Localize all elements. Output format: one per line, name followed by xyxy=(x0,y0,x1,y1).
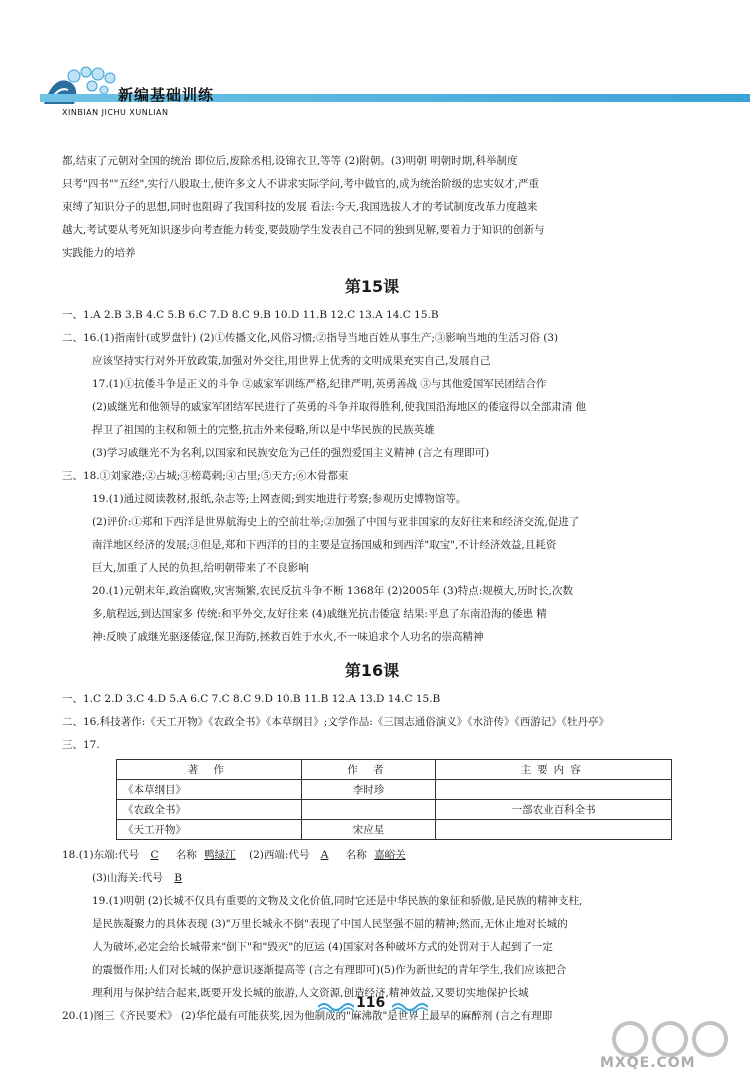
q18-name-label: 名称 xyxy=(175,849,197,861)
answer-line: (2)戚继光和他领导的戚家军团结军民进行了英勇的斗争并取得胜利,使我国沿海地区的倭寇得以全部肃清 他 xyxy=(92,401,587,413)
q18-name-label: 名称 xyxy=(345,849,367,861)
table-row xyxy=(117,780,672,800)
lesson-16-line: 一、1.C 2.D 3.C 4.D 5.A 6.C 7.C 8.C 9.D 10.B 11.B 12.A 13.D 14.C 15.B xyxy=(62,693,441,705)
intro-line: 束缚了知识分子的思想,同时也阻碍了我国科技的发展 看法:今天,我国选拔人才的考试制度改革力度越来 xyxy=(62,201,538,213)
answer-line: 神:反映了戚继光驱逐倭寇,保卫海防,拯救百姓于水火,不一味追求个人功名的崇高精神 xyxy=(92,631,484,643)
answer-line: 的震慑作用;人们对长城的保护意识逐渐提高等 (言之有理即可)(5)作为新世纪的青年学生,我们应该把合 xyxy=(92,964,567,976)
lesson-16-title: 第16课 xyxy=(344,661,400,680)
q18-line xyxy=(62,867,682,890)
answer-line: 是民族凝聚力的具体表现 (3)"万里长城永不倒"表现了中国人民坚强不屈的精神;然而,无休止地对长城的 xyxy=(92,918,568,930)
answer-line: 应该坚持实行对外开放政策,加强对外交往,用世界上优秀的文明成果充实自己,发展自己 xyxy=(92,355,491,367)
table-row xyxy=(117,820,672,840)
answer-line: 17.(1)①抗倭斗争是正义的斗争 ②戚家军训练严格,纪律严明,英勇善战 ③与其他爱国军民团结合作 xyxy=(92,378,547,390)
answer-line: 19.(1)明朝 (2)长城不仅具有重要的文物及文化价值,同时它还是中华民族的象征和骄傲,是民族的精神支柱, xyxy=(92,895,583,907)
wave-left-icon xyxy=(318,1001,354,1013)
q18-code-west: A xyxy=(320,849,329,861)
answer-line: 捍卫了祖国的主权和领土的完整,抗击外来侵略,所以是中华民族的民族英雄 xyxy=(92,424,435,436)
header-subtitle: XINBIAN JICHU XUNLIAN xyxy=(62,108,169,117)
answer-line: 南洋地区经济的发展;③但是,郑和下西洋的目的主要是宣扬国威和到西洋"取宝",不计经济效益,且耗资 xyxy=(92,539,557,551)
answer-line: 一、1.A 2.B 3.B 4.C 5.B 6.C 7.D 8.C 9.B 10.D 11.B 12.C 13.A 14.C 15.B xyxy=(62,309,439,321)
header-title: 新编基础训练 xyxy=(118,86,215,104)
answer-line: 二、16.(1)指南针(或罗盘针) (2)①传播文化,风俗习惯;②指导当地百姓从事生产;③影响当地的生活习俗 (3) xyxy=(62,332,559,344)
q18b-code: B xyxy=(174,872,182,884)
intro-line: 都,结束了元朝对全国的统治 即位后,废除丞相,设锦衣卫,等等 (2)附朝。(3)明朝 明朝时期,科举制度 xyxy=(62,155,518,167)
intro-line: 越大,考试要从考死知识逐步向考查能力转变,要鼓励学生发表自己不同的独到见解,要着力于知识的创新与 xyxy=(62,224,545,236)
watermark-text: MXQE.COM xyxy=(600,1055,696,1071)
table-cell: 《本草纲目》 xyxy=(117,780,302,800)
lesson-16-line: 二、16.科技著作:《天工开物》《农政全书》《本草纲目》;文学作品:《三国志通俗演义》《水浒传》《西游记》《牡丹亭》 xyxy=(62,716,610,728)
table-cell xyxy=(436,820,672,840)
answer-line: 多,航程远,到达国家多 传统:和平外交,友好往来 (4)戚继光抗击倭寇 结果:平息了东南沿海的倭患 精 xyxy=(92,608,547,620)
table-cell: 《天工开物》 xyxy=(117,820,302,840)
lesson-15-title: 第15课 xyxy=(344,277,400,296)
table-row xyxy=(117,800,672,820)
lesson-16-line: 三、17. xyxy=(62,739,100,751)
table-cell: 宋应星 xyxy=(301,820,436,840)
wave-right-icon xyxy=(392,1001,428,1013)
answer-line: 19.(1)通过阅读教材,报纸,杂志等;上网查阅;到实地进行考察;参观历史博物馆等。 xyxy=(92,493,467,505)
table-header: 著 作 xyxy=(117,760,302,780)
intro-line: 只考"四书""五经",实行八股取士,使许多文人不讲求实际学问,考中做官的,成为统治阶级的忠实奴才,严重 xyxy=(62,178,540,190)
table-header-row xyxy=(117,760,672,780)
q18-name-west: 嘉峪关 xyxy=(374,849,406,861)
table-cell xyxy=(436,780,672,800)
answer-line: 巨大,加重了人民的负担,给明朝带来了不良影响 xyxy=(92,562,309,574)
answer-line: 20.(1)图三《齐民要术》 (2)华佗最有可能获奖,因为他制成的"麻沸散"是世界上最早的麻醉剂 (言之有理即 xyxy=(62,1010,553,1022)
answer-line: 三、18.①刘家港;②占城;③榜葛剌;④古里;⑤天方;⑥木骨都束 xyxy=(62,470,349,482)
intro-block xyxy=(62,150,682,265)
table-cell: 《农政全书》 xyxy=(117,800,302,820)
table-header: 主要内容 xyxy=(436,760,672,780)
answer-table xyxy=(116,759,672,840)
watermark-logo-icon xyxy=(600,1015,750,1083)
answer-line: (3)学习戚继光不为名利,以国家和民族安危为己任的强烈爱国主义精神 (言之有理即可) xyxy=(92,447,490,459)
page-content xyxy=(62,150,682,1028)
answer-line: 人为破坏,必定会给长城带来"倒下"和"毁灭"的厄运 (4)国家对各种破坏方式的处罚对于人起到了一定 xyxy=(92,941,553,953)
lesson-15-answers xyxy=(62,304,682,649)
q18-west-prefix: (2)西端:代号 xyxy=(249,849,310,861)
q18-name-east: 鸭绿江 xyxy=(204,849,236,861)
q18-line xyxy=(62,844,682,867)
table-cell: 一部农业百科全书 xyxy=(436,800,672,820)
answer-line: 20.(1)元朝末年,政治腐败,灾害频繁,农民反抗斗争不断 1368年 (2)2005年 (3)特点:规模大,历时长,次数 xyxy=(92,585,573,597)
page-number: 116 xyxy=(356,995,386,1011)
answer-line: 理利用与保护结合起来,既要开发长城的旅游,人文资源,创造经济,精神效益,又要切实地保护长城 xyxy=(92,987,529,999)
answer-line: (2)评价:①郑和下西洋是世界航海史上的空前壮举;②加强了中国与亚非国家的友好往来和经济交流,促进了 xyxy=(92,516,580,528)
table-cell xyxy=(301,800,436,820)
q18b-prefix: (3)山海关:代号 xyxy=(92,872,163,884)
table-header: 作 者 xyxy=(301,760,436,780)
table-cell: 李时珍 xyxy=(301,780,436,800)
q18-prefix: 18.(1)东端:代号 xyxy=(62,849,140,861)
intro-line: 实践能力的培养 xyxy=(62,247,136,259)
q18-code-east: C xyxy=(150,849,159,861)
page-header xyxy=(0,60,750,120)
